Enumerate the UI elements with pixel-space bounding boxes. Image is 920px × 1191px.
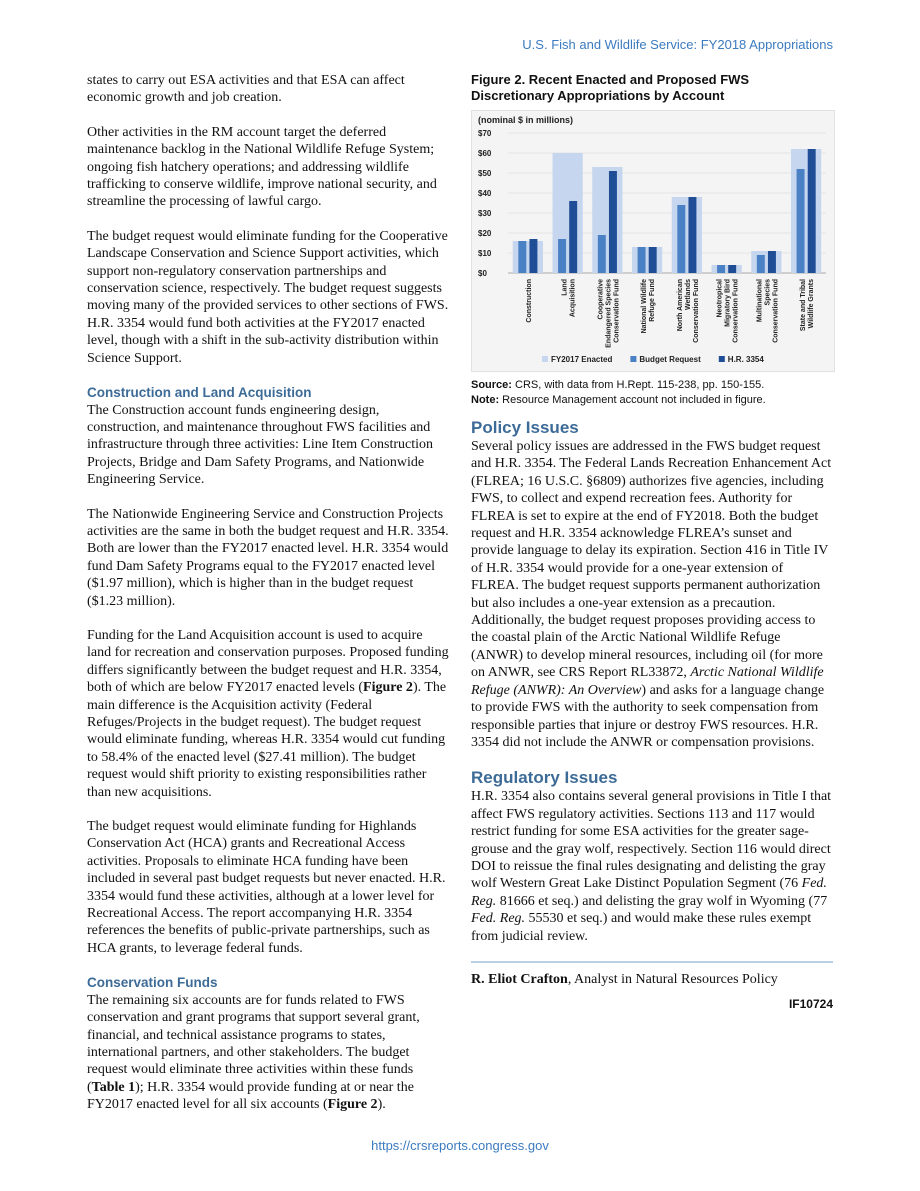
bar-hr-3354 bbox=[649, 247, 657, 273]
paragraph: The budget request would eliminate funding for Highlands Conservation Act (HCA) grants and Recreational Access activities. Proposals to eliminate HCA funding have been included in several past budget requests but never enacted. H.R. 3354 would fund these activities, although at a lower level for Recreational Access. The report accompanying H.R. 3354 references the benefits of public-private partnerships, such as HCA grants, to leverage federal funds. bbox=[87, 819, 446, 956]
bar-fy2017-enacted bbox=[592, 167, 622, 273]
y-tick-label: $10 bbox=[478, 249, 492, 258]
section-heading-policy: Policy Issues bbox=[471, 418, 579, 437]
bar-budget-request bbox=[558, 239, 566, 273]
bar-budget-request bbox=[518, 241, 526, 273]
x-category-label: Land bbox=[561, 279, 569, 296]
figure-source: Source: CRS, with data from H.Rept. 115-238, pp. 150-155. Note: Resource Management account not included in figure. bbox=[471, 379, 766, 406]
y-tick-label: $50 bbox=[478, 169, 492, 178]
bar-hr-3354 bbox=[569, 201, 577, 273]
paragraph: Other activities in the RM account target the deferred maintenance backlog in the National Wildlife Refuge System; ongoing fish hatchery operations; and addressing wildlife trafficking to conserve wildlife, improve national security, and streamline the processing of lawful cargo. bbox=[87, 124, 437, 210]
divider bbox=[471, 961, 833, 963]
bar-budget-request bbox=[757, 255, 765, 273]
legend-swatch bbox=[542, 356, 548, 362]
document-id: IF10724 bbox=[788, 997, 833, 1012]
x-category-label: Migratory Bird bbox=[724, 279, 732, 327]
paragraph: H.R. 3354 also contains several general provisions in Title I that affect FWS regulatory activities. Sections 113 and 117 would restrict funding for some ESA activities for the greater sage-grouse and the gray wolf, respectively. Section 116 would direct DOI to reissue the final rules designating and delisting the gray wolf Western Great Lake Distinct Population Segment (76 Fed. Reg. 81666 et seq.) and delisting the gray wolf in Wyoming (77 Fed. Reg. 55530 et seq.) and would make these rules exempt from judicial review. bbox=[471, 789, 832, 944]
left-column bbox=[87, 72, 449, 1131]
y-tick-label: $20 bbox=[478, 229, 492, 238]
bar-fy2017-enacted bbox=[513, 241, 543, 273]
x-category-label: Species bbox=[764, 279, 772, 306]
bar-fy2017-enacted bbox=[632, 247, 662, 273]
x-category-label: Conservation Fund bbox=[732, 279, 740, 343]
x-category-label: Wetlands bbox=[684, 279, 692, 310]
x-category-label: Wildlife Grants bbox=[808, 279, 816, 329]
section-heading-conservation-funds: Conservation Funds bbox=[87, 975, 218, 991]
paragraph: Funding for the Land Acquisition account is used to acquire land for recreation and conservation purposes. Proposed funding differs significantly between the budget request and H.R. 3354, both of which are below FY2017 enacted levels (Figure 2). The main difference is the Acquisition activity (Federal Refuges/Projects in the budget request). The budget request would eliminate funding, whereas H.R. 3354 would cut funding to 58.4% of the enacted level ($27.41 million). The budget request would shift priority to existing responsibilities rather than new acquisitions. bbox=[87, 627, 449, 800]
x-category-label: North American bbox=[676, 279, 684, 332]
x-category-label: Conservation Fund bbox=[692, 279, 700, 343]
bar-hr-3354 bbox=[609, 171, 617, 273]
section-heading-regulatory: Regulatory Issues bbox=[471, 768, 618, 788]
legend-label: FY2017 Enacted bbox=[551, 355, 613, 364]
legend-label: H.R. 3354 bbox=[727, 355, 764, 364]
x-category-label: Multinational bbox=[756, 279, 764, 323]
x-category-label: Conservation Fund bbox=[613, 279, 621, 343]
footer-url[interactable]: https://crsreports.congress.gov bbox=[371, 1138, 549, 1153]
y-tick-label: $30 bbox=[478, 209, 492, 218]
bar-hr-3354 bbox=[688, 197, 696, 273]
paragraph: The Nationwide Engineering Service and Construction Projects activities are the same in both the budget request and H.R. 3354. Both are lower than the FY2017 enacted level. H.R. 3354 would fund Dam Safety Programs equal to the FY2017 enacted level ($1.97 million), which is higher than in the budget request ($1.23 million). bbox=[87, 506, 449, 609]
y-tick-label: $60 bbox=[478, 149, 492, 158]
y-tick-label: $0 bbox=[478, 269, 487, 278]
figure-title: Figure 2. Recent Enacted and Proposed FWS Discretionary Appropriations by Account bbox=[471, 72, 750, 103]
author-line: R. Eliot Crafton, Analyst in Natural Resources Policy bbox=[471, 971, 778, 987]
paragraph: The budget request would eliminate funding for the Cooperative Landscape Conservation and Science Support activities, which support non-regulatory conservation partnerships and conservation science, respectively. The budget request suggests moving many of the provided services to other sections of FWS. H.R. 3354 would fund both activities at the FY2017 enacted level, though with a shift in the sub-activity distribution within Science Support. bbox=[87, 228, 449, 366]
paragraph: Several policy issues are addressed in the FWS budget request and H.R. 3354. The Federal Lands Recreation Enhancement Act (FLREA; 16 U.S.C. §6809) authorizes five agencies, including FWS, to collect and expend recreation fees. Authority for FLREA is set to expire at the end of FY2018. Both the budget request and H.R. 3354 acknowledge FLREA’s sunset and provide language to delay its expiration. Section 416 in Title IV of H.R. 3354 would provide for a one-year extension of FLREA. The budget request supports permanent authorization but also includes a one-year extension as a precaution. Additionally, the budget request proposes providing access to the coastal plain of the Arctic National Wildlife Refuge (ANWR) to develop mineral resources, including oil (for more on ANWR, see CRS Report RL33872, Arctic National Wildlife Refuge (ANWR): An Overview) and asks for a language change to provide FWS with the authority to seek compensation from responsible parties that injure or destroy FWS resources. H.R. 3354 did not include the ANWR or compensation provisions. bbox=[471, 439, 832, 750]
bar-hr-3354 bbox=[728, 265, 736, 273]
chart-svg bbox=[472, 111, 834, 371]
table-reference: Table 1 bbox=[91, 1079, 136, 1095]
bar-chart bbox=[471, 110, 835, 372]
chart-unit-label: (nominal $ in millions) bbox=[478, 115, 574, 125]
bar-hr-3354 bbox=[768, 251, 776, 273]
bar-fy2017-enacted bbox=[751, 251, 781, 273]
x-category-label: Acquisition bbox=[569, 279, 577, 318]
legend-swatch bbox=[630, 356, 636, 362]
x-category-label: Neotropical bbox=[716, 279, 724, 318]
bar-budget-request bbox=[677, 205, 685, 273]
x-category-label: Refuge Fund bbox=[649, 279, 657, 322]
paragraph: The Construction account funds engineering design, construction, and maintenance throughout FWS facilities and infrastructure through three activities: Line Item Construction Projects, Bridge and Dam Safety Programs, and Nationwide Engineering Service. bbox=[87, 402, 434, 488]
bar-budget-request bbox=[797, 169, 805, 273]
legend-label: Budget Request bbox=[639, 355, 701, 364]
x-category-label: Construction bbox=[525, 279, 533, 323]
figure-reference: Figure 2 bbox=[363, 680, 413, 696]
section-heading-construction: Construction and Land Acquisition bbox=[87, 385, 312, 401]
y-tick-label: $40 bbox=[478, 189, 492, 198]
paragraph: states to carry out ESA activities and that ESA can affect economic growth and job creation. bbox=[87, 73, 405, 106]
bar-fy2017-enacted bbox=[791, 149, 821, 273]
bar-budget-request bbox=[598, 235, 606, 273]
y-tick-label: $70 bbox=[478, 129, 492, 138]
running-header: U.S. Fish and Wildlife Service: FY2018 Appropriations bbox=[522, 37, 833, 52]
paragraph: The remaining six accounts are for funds related to FWS conservation and grant programs that support several grant, financial, and technical assistance programs to states, international partners, and other stakeholders. The budget request would eliminate three activities within these funds (Table 1); H.R. 3354 would provide funding at or near the FY2017 enacted level for all six accounts (Figure 2). bbox=[87, 992, 420, 1113]
bar-hr-3354 bbox=[529, 239, 537, 273]
report-title: Arctic National Wildlife Refuge (ANWR): An Overview bbox=[471, 665, 824, 698]
right-column bbox=[471, 72, 833, 1014]
bar-fy2017-enacted bbox=[712, 265, 742, 273]
x-category-label: Endangered Species bbox=[605, 279, 613, 348]
bar-fy2017-enacted bbox=[672, 197, 702, 273]
bar-fy2017-enacted bbox=[553, 153, 583, 273]
bar-hr-3354 bbox=[808, 149, 816, 273]
x-category-label: National Wildlife bbox=[641, 279, 649, 334]
x-category-label: Cooperative bbox=[597, 279, 605, 320]
legend-swatch bbox=[719, 356, 725, 362]
bar-budget-request bbox=[717, 265, 725, 273]
figure-reference: Figure 2 bbox=[327, 1097, 378, 1113]
bar-budget-request bbox=[638, 247, 646, 273]
x-category-label: State and Tribal bbox=[800, 279, 808, 332]
x-category-label: Conservation Fund bbox=[772, 279, 780, 343]
